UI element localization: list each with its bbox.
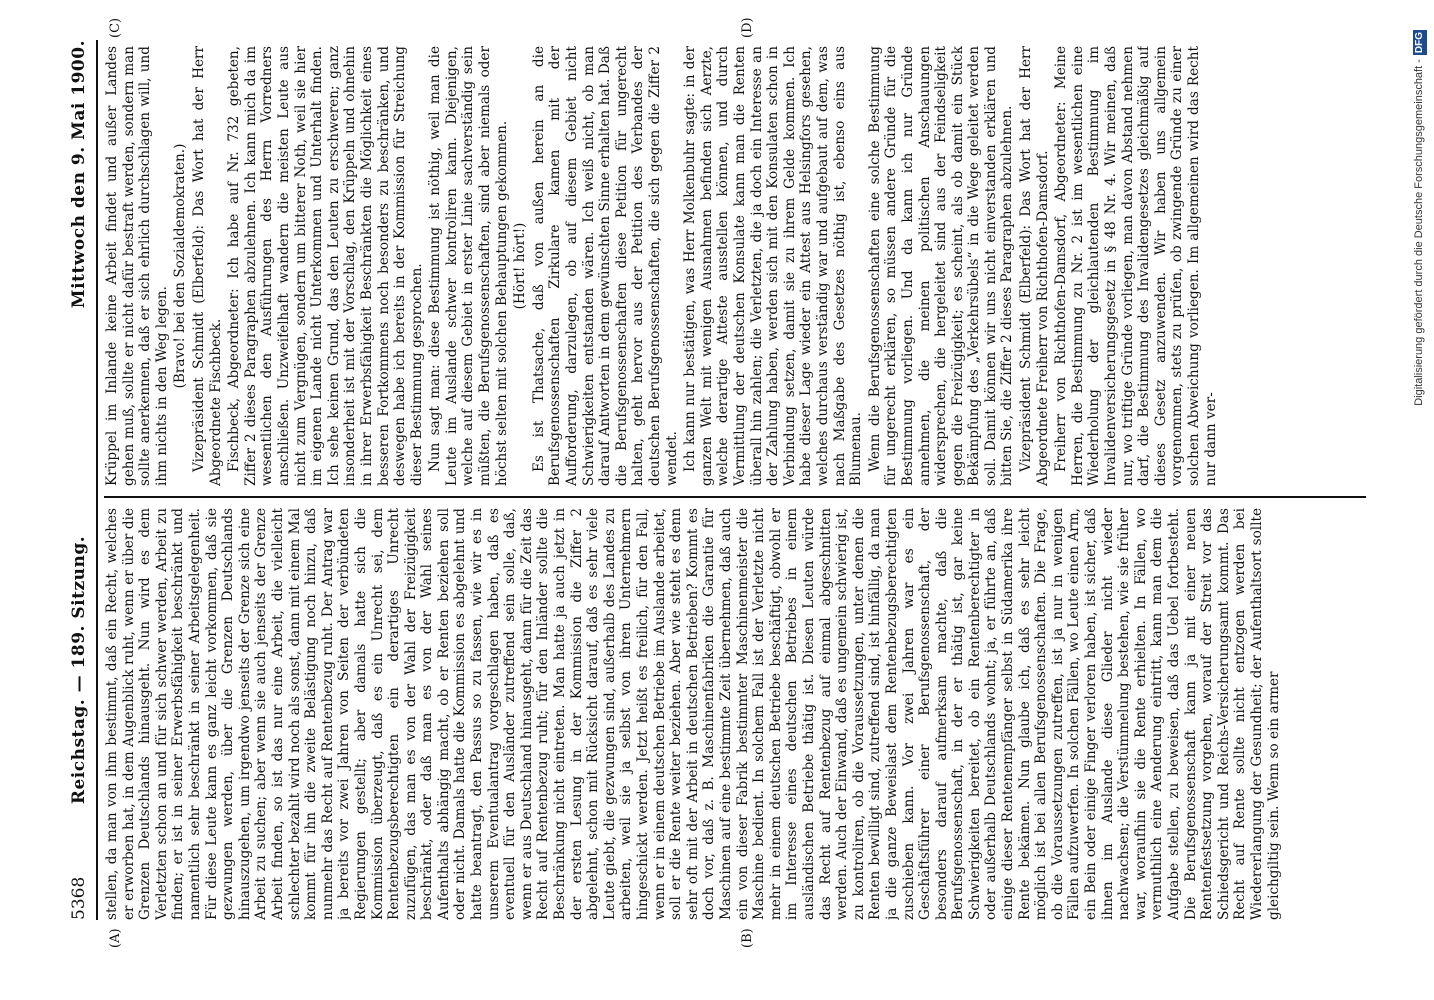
- paragraph: Wenn die Berufsgenossenschaften eine solche Bestimmung für ungerecht erklären, so müssen andere Gründe für die Bestimmung vorliegen. Und da kann ich nur Gründe annehmen, die meinen politischen Anschauungen widersprechen, die hergeleitet sind aus der Feindseligkeit gegen die Freizügigkeit; es scheint, als ob damit ein Stück Bekämpfung des „Verkehrsübels“ in die Wege geleitet werden soll. Damit können wir uns nicht einverstanden erklären und bitten Sie, die Ziffer 2 dieses Paragraphen abzulehnen.: [866, 46, 1016, 486]
- left-text-column: [104, 508, 1364, 920]
- paragraph: Ich kann nur bestätigen, was Herr Molkenbuhr sagte: in der ganzen Welt mit wenigen Ausnahmen befinden sich Aerzte, welche derartige Atteste ausstellen können, und durch Vermittlung der deutschen Konsulate kann man die Renten überall hin zahlen; die Verletzten, die ja doch ein Interesse an der Zahlung haben, werden sich mit den Konsulaten schon in Verbindung setzen, damit sie zu ihrem Gelde kommen. Ich habe dieser Lage wieder ein Attest aus Helsingfors gesehen, welches durchaus verständig war und aufgebaut auf dem, was nach Maßgabe des Gesetzes nöthig ist, ebenso eins aus Blumenau.: [682, 46, 865, 486]
- digitization-credit: [1412, 10, 1426, 988]
- paragraph: Fischbeck, Abgeordneter: Ich habe auf Nr. 732 gebeten, Ziffer 2 dieses Paragraphen abzulehnen. Ich kann mich da im wesentlichen den Ausführungen des Herrn Vorredners anschließen. Unzweifelhaft wandern die meisten Leute aus nicht zum Vergnügen, sondern um bitterer Noth, weil sie hier im eigenen Lande nicht Unterkommen und Unterhalt finden. Ich sehe keinen Grund, das den Leuten zu erschweren; ganz insonderheit ist mit der Vorschlag, den Krüppeln und ohnehin in ihrer Erwerbsfähigkeit Beschränkten die Möglichkeit eines besseren Fortkommens noch besonders zu beschränken, und deswegen habe ich bereits in der Kommission für Streichung dieser Bestimmung gesprochen.: [226, 46, 425, 486]
- speaker-announcement: Vizepräsident Schmidt (Elberfeld): Das Wort hat der Herr Abgeordnete Freiherr von Richthofen-Damsdorf.: [1018, 46, 1051, 486]
- column-divider: [104, 496, 1366, 498]
- paragraph: Freiherr von Richthofen-Damsdorf, Abgeordneter: Meine Herren, die Bestimmung zu Nr. 2 ist im wesentlichen eine Wiederholung der gleichlautenden Bestimmung im Invalidenversicherungsgesetz in § 48 Nr. 4. Wir meinen, daß nur, wo triftige Gründe vorliegen, man davon Abstand nehmen darf, die Bestimmung des Invalidengesetzes gleichmäßig auf dieses Gesetz anzuwenden. Wir haben uns allgemein vorgenommen, stets zu prüfen, ob zwingende Gründe zu einer solchen Abweichung vorliegen. Im allgemeinen wird das Recht nur dann ver-: [1053, 46, 1219, 486]
- paragraph: Krüppel im Inlande keine Arbeit findet und außer Landes gehen muß, sollte er nicht dafür bestraft werden, sondern man sollte anerkennen, daß er sich ehrlich durchschlagen will, und ihm nichts in den Weg legen.: [104, 46, 170, 486]
- page-number: 5368: [69, 876, 89, 920]
- credit-text: Digitalisierung gefördert durch die Deutsche Forschungsgemeinschaft -: [1413, 59, 1425, 406]
- interjection: (Hört! hört!): [512, 222, 529, 310]
- paragraph: Es ist Thatsache, daß von außen herein an die Berufsgenossenschaften Zirkulare kamen mit der Aufforderung, darzulegen, ob auf diesem Gebiet nicht Schwierigkeiten entstanden wären. Ich weiß nicht, ob man darauf Antworten in dem gewünschten Sinne erhalten hat. Daß die Berufsgenossenschaften diese Petition für ungerecht halten, geht hervor aus der Petition des Verbandes der deutschen Berufsgenossenschaften, die sich gegen die Ziffer 2 wendet.: [530, 46, 680, 486]
- margin-marker-d: (D): [740, 17, 755, 38]
- margin-marker-b: (B): [740, 928, 755, 948]
- page-header: [62, 40, 98, 920]
- paragraph: stellen, da man von ihm bestimmt, daß ein Recht, welches er erworben hat, in dem Augenblick ruht, wenn er über die Grenzen Deutschlands hinausgeht. Nun wird es dem Verletzten schon an und für sich schwer werden, Arbeit zu finden; er ist in seiner Erwerbsfähigkeit beschränkt und namentlich sehr beschränkt in seiner Arbeitsgelegenheit. Für diese Leute kann es ganz leicht vorkommen, daß sie gezwungen werden, über die Grenzen Deutschlands hinauszugehen, um irgendwo jenseits der Grenze sich eine Arbeit zu suchen; aber wenn sie auch jenseits der Grenze Arbeit finden, so ist das nur eine Arbeit, die vielleicht schlechter bezahlt wird noch als sonst, dann mit einem Mal kommt für ihn die zweite Belästigung noch hinzu, daß nunmehr das Recht auf Rentenbezug ruht. Der Antrag war ja bereits vor zwei Jahren von Seiten der verbündeten Regierungen gestellt; aber damals hatte sich die Kommission überzeugt, daß es ein Unrecht sei, dem Rentenbezugsberechtigten ein derartiges Unrecht zuzufügen, das man es von der Wahl der Freizügigkeit beschränkt, oder daß man es von der Wahl seines Aufenthalts abhängig macht, ob er Renten beziehen soll oder nicht. Damals hatte die Kommission es abgelehnt und hatte beantragt, den Passus so zu fassen, wie wir es in unserem Eventualantrag vorgeschlagen haben, daß es eventuell für den Ausländer zutreffend sein solle, daß, wenn er aus Deutschland hinausgeht, dann für die Zeit das Recht auf Rentenbezug ruht; für den Inländer sollte die Beschränkung nicht eintreten. Man hatte ja auch jetzt in der ersten Lesung in der Kommission die Ziffer 2 abgelehnt, schon mit Rücksicht darauf, daß es sehr viele Leute giebt, die gezwungen sind, außerhalb des Landes zu arbeiten, weil sie ja selbst von ihren Unternehmern hingeschickt werden. Jetzt heißt es freilich, für den Fall, wenn er in einem deutschen Betriebe im Auslande arbeitet, soll er die Rente weiter beziehen. Aber wie steht es denn sehr oft mit der Arbeit in deutschen Betrieben? Kommt es doch vor, daß z. B. Maschinenfabriken die Garantie für Maschinen auf eine bestimmte Zeit übernehmen, daß auch ein von dieser Fabrik bestimmter Maschinenmeister die Maschine bedient. In solchem Fall ist der Verletzte nicht mehr in einem deutschen Betriebe beschäftigt, obwohl er im Interesse eines deutschen Betriebes in einem ausländischen Betriebe thätig ist. Diesen Leuten würde das Recht auf Rentenbezug auf einmal abgeschnitten werden. Auch der Einwand, daß es ungemein schwierig ist, zu kontroliren, ob die Voraussetzungen, unter denen die Renten bewilligt sind, zutreffend sind, ist hinfällig, da man ja die ganze Beweislast dem Rentenbezugsberechtigten zuschieben kann. Vor zwei Jahren war es ein Geschäftsführer einer Berufsgenossenschaft, der besonders darauf aufmerksam machte, daß die Berufsgenossenschaft, in der er thätig ist, gar keine Schwierigkeiten bereitet, ob ein Rentenberechtigter in oder außerhalb Deutschlands wohnt; ja, er führte an, daß einige dieser Rentenempfänger selbst in Südamerika ihre Rente bekämen. Nun glaube ich, daß es sehr leicht möglich ist bei allen Berufsgenossenschaften. Die Frage, ob die Voraussetzungen zutreffen, ist ja nur in wenigen Fällen aufzuwerfen. In solchen Fällen, wo Leute einen Arm, ein Bein oder einige Finger verloren haben, ist sicher, daß ihnen im Auslande diese Glieder nicht wieder nachwachsen; die Verstümmelung bestehen, wie sie früher war, woraufhin sie die Rente erhielten. In Fällen, wo vermuthlich eine Aenderung eintritt, kann man dem die Aufgabe stellen, zu beweisen, daß das Uebel fortbesteht. Die Berufsgenossenschaft kann ja mit einer neuen Rentenfestsetzung vorgehen, worauf der Streit vor das Schiedsgericht und Reichs-Versicherungsamt kommt. Das Recht auf Rente sollte nicht entzogen werden bei Wiedererlangung der Gesundheit; der Aufenthaltsort sollte gleichgiltig sein. Wenn so ein armer: [104, 508, 1282, 920]
- paragraph: Nun sagt man: diese Bestimmung ist nöthig, weil man die Leute im Auslande schwer kontroliren kann. Diejenigen, welche auf diesem Gebiet in erster Linie sachverständig sein müßten, die Berufsgenossenschaften, sind aber niemals oder höchst selten mit solchen Behauptungen gekommen.: [427, 46, 510, 486]
- session-date: Mittwoch den 9. Mai 1900.: [69, 40, 89, 309]
- credit-line: [1412, 30, 1426, 990]
- margin-marker-c: (C): [108, 17, 123, 38]
- speaker-announcement: Vizepräsident Schmidt (Elberfeld): Das Wort hat der Herr Abgeordnete Fischbeck.: [190, 46, 224, 486]
- session-title: Reichstag. — 189. Sitzung.: [69, 535, 89, 805]
- interjection: (Bravo! bei den Sozialdemokraten.): [172, 143, 189, 389]
- margin-marker-a: (A): [108, 928, 123, 948]
- right-text-column: [104, 46, 1364, 486]
- dfg-logo: DFG: [1414, 32, 1425, 54]
